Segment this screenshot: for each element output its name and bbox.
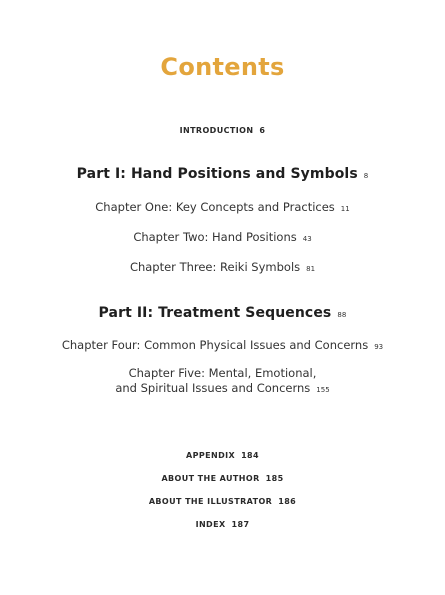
toc-chapter-label: Chapter Three: Reiki Symbols (129, 260, 301, 274)
toc-entry-page: 185 (265, 474, 284, 483)
toc-chapter-3[interactable] (0, 260, 445, 274)
toc-chapter-label-line2: and Spiritual Issues and Concerns (115, 381, 311, 395)
toc-part-label: Part I: Hand Positions and Symbols (76, 166, 358, 182)
toc-entry-label: ABOUT THE AUTHOR (161, 474, 260, 483)
toc-chapter-4[interactable] (0, 338, 445, 352)
toc-entry-appendix[interactable] (0, 451, 445, 460)
toc-chapter-label: Chapter One: Key Concepts and Practices (95, 200, 335, 214)
toc-chapter-page: 93 (374, 343, 384, 351)
toc-entry-page: 6 (259, 126, 266, 135)
toc-part-2[interactable] (0, 305, 445, 321)
toc-chapter-2[interactable] (0, 230, 445, 244)
toc-part-page: 8 (363, 172, 369, 180)
toc-chapter-5[interactable] (0, 366, 445, 395)
toc-entry-label: INTRODUCTION (179, 126, 254, 135)
toc-entry-page: 184 (241, 451, 259, 460)
toc-chapter-page: 155 (316, 386, 330, 394)
toc-entry-page: 187 (231, 520, 250, 529)
toc-entry-page: 186 (278, 497, 297, 506)
toc-entry-introduction[interactable] (0, 126, 445, 135)
toc-entry-index[interactable] (0, 520, 445, 529)
toc-chapter-label: Chapter Two: Hand Positions (133, 230, 297, 244)
toc-part-label: Part II: Treatment Sequences (98, 305, 332, 321)
page-title: Contents (160, 53, 285, 81)
toc-entry-about-author[interactable] (0, 474, 445, 483)
toc-part-page: 88 (337, 311, 347, 319)
toc-part-1[interactable] (0, 166, 445, 182)
toc-entry-label: INDEX (195, 520, 226, 529)
toc-entry-label: APPENDIX (186, 451, 236, 460)
toc-chapter-page: 43 (302, 235, 312, 243)
toc-entry-label: ABOUT THE ILLUSTRATOR (148, 497, 273, 506)
toc-chapter-label-line1: Chapter Five: Mental, Emotional, (128, 366, 317, 380)
toc-chapter-page: 81 (306, 265, 316, 273)
toc-chapter-1[interactable] (0, 200, 445, 214)
toc-chapter-page: 11 (340, 205, 350, 213)
toc-chapter-label: Chapter Four: Common Physical Issues and Concerns (61, 338, 369, 352)
toc-entry-about-illustrator[interactable] (0, 497, 445, 506)
